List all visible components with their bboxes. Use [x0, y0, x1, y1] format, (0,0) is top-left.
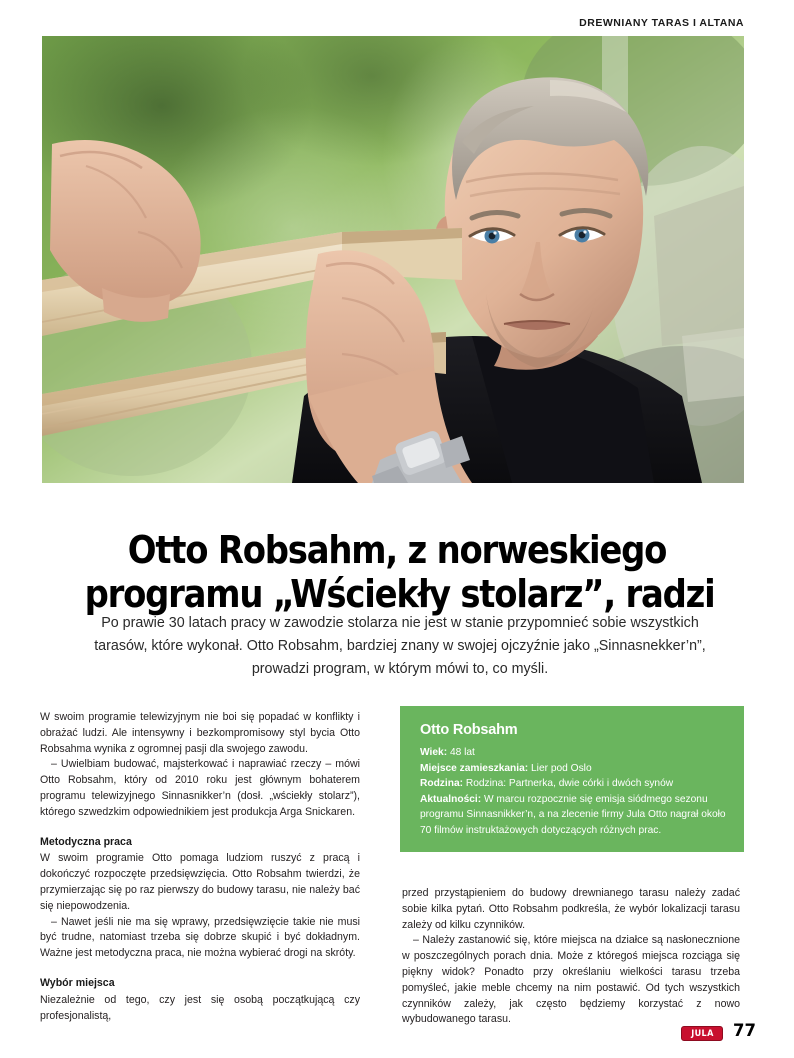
- fact-box-title: Otto Robsahm: [420, 722, 518, 738]
- fact-box: [400, 706, 744, 852]
- fact-value: 48 lat: [449, 747, 475, 758]
- left-paragraph-1: W swoim programie telewizyjnym nie boi się popadać w konflikty i obrażać ludzi. Ale intensywny i bezkompromisowy styl bycia Otto Robsahma wynika z ogromnej pasji dla swojego zawodu.: [40, 711, 360, 755]
- hero-photo: [42, 36, 744, 483]
- page-headline: [84, 527, 715, 617]
- page-number: 77: [733, 1021, 756, 1040]
- fact-value: W marcu rozpocznie się emisja siódmego sezonu programu Sinnasnikker’n, a na zlecenie firmy Jula Otto nagrał około 70 filmów instruktażowych dotyczących różnych prac.: [420, 793, 726, 836]
- right-paragraph-2: – Należy zastanowić się, które miejsca na działce są nasłonecznione w poszczególnych porach dnia. Może z któregoś miejsca rozciąga się piękny widok? Ponadto przy określaniu wielkości tarasu trzeba pomyśleć, jakie meble chcemy na nim postawić. Od tych wszystkich czynników zależy, jak często będziemy korzystać z nowo wybudowanego tarasu.: [402, 934, 740, 1026]
- headline-line-1: Otto Robsahm, z norweskiego: [127, 527, 667, 573]
- fact-label: Wiek:: [420, 747, 448, 758]
- article-deck: Po prawie 30 latach pracy w zawodzie stolarza nie jest w stanie przypomnieć sobie wszystkich tarasów, które wykonał. Otto Robsahm, bardziej znany w swojej ojczyźnie jako „Sinnasnekker’n”, prowadzi program, w którym mówi to, co myśli.: [94, 615, 706, 677]
- subheading-metodyczna-praca: Metodyczna praca: [40, 835, 132, 848]
- fact-row: [420, 776, 726, 792]
- fact-label: Rodzina:: [420, 778, 464, 790]
- body-column-left: [40, 710, 360, 1024]
- fact-label: Aktualności:: [420, 793, 482, 805]
- left-paragraph-5: Niezależnie od tego, czy jest się osobą początkującą czy profesjonalistą,: [40, 993, 360, 1022]
- fact-row: [420, 761, 726, 777]
- body-column-right: [402, 886, 740, 1028]
- headline-line-2: programu „Wściekły stolarz”, radzi: [84, 571, 715, 617]
- left-paragraph-2: – Uwielbiam budować, majsterkować i naprawiać rzeczy – mówi Otto Robsahm, który od 2010 roku jest głównym bohaterem programu telewizyjnego Sinnasnikker’n (dosł. „wściekły stolarz”), którego szwedzkim odpowiednikiem jest produkcja Arga Snickaren.: [40, 758, 360, 818]
- fact-label: Miejsce zamieszkania:: [420, 762, 529, 774]
- jula-logo: [681, 1026, 723, 1041]
- running-header: DREWNIANY TARAS I ALTANA: [579, 17, 744, 29]
- fact-row: [420, 792, 726, 839]
- right-paragraph-1: przed przystąpieniem do budowy drewnianego tarasu należy zadać sobie kilka pytań. Otto Robsahm podkreśla, że wybór lokalizacji tarasu zależy od kilku czynników.: [402, 887, 740, 931]
- jula-logo-text: JULA: [690, 1028, 714, 1039]
- subheading-wybor-miejsca: Wybór miejsca: [40, 976, 115, 989]
- left-paragraph-4: – Nawet jeśli nie ma się wprawy, przedsięwzięcie takie nie musi być trudne, natomiast trzeba się dobrze skupić i być dokładnym. Ważne jest metodyczna praca, nie można wybierać drogi na skróty.: [40, 915, 360, 960]
- fact-value: Lier pod Oslo: [531, 762, 592, 774]
- fact-row: [420, 745, 726, 761]
- hero-photo-illustration: [42, 36, 744, 483]
- fact-value: Rodzina: Partnerka, dwie córki i dwóch synów: [465, 778, 674, 790]
- left-paragraph-3: W swoim programie Otto pomaga ludziom ruszyć z pracą i dokończyć rozpoczęte przedsięwzięcia. Otto Robsahm twierdzi, że przymierzając się po raz pierwszy do budowy tarasu, nie należy bać się niepowodzenia.: [40, 852, 360, 912]
